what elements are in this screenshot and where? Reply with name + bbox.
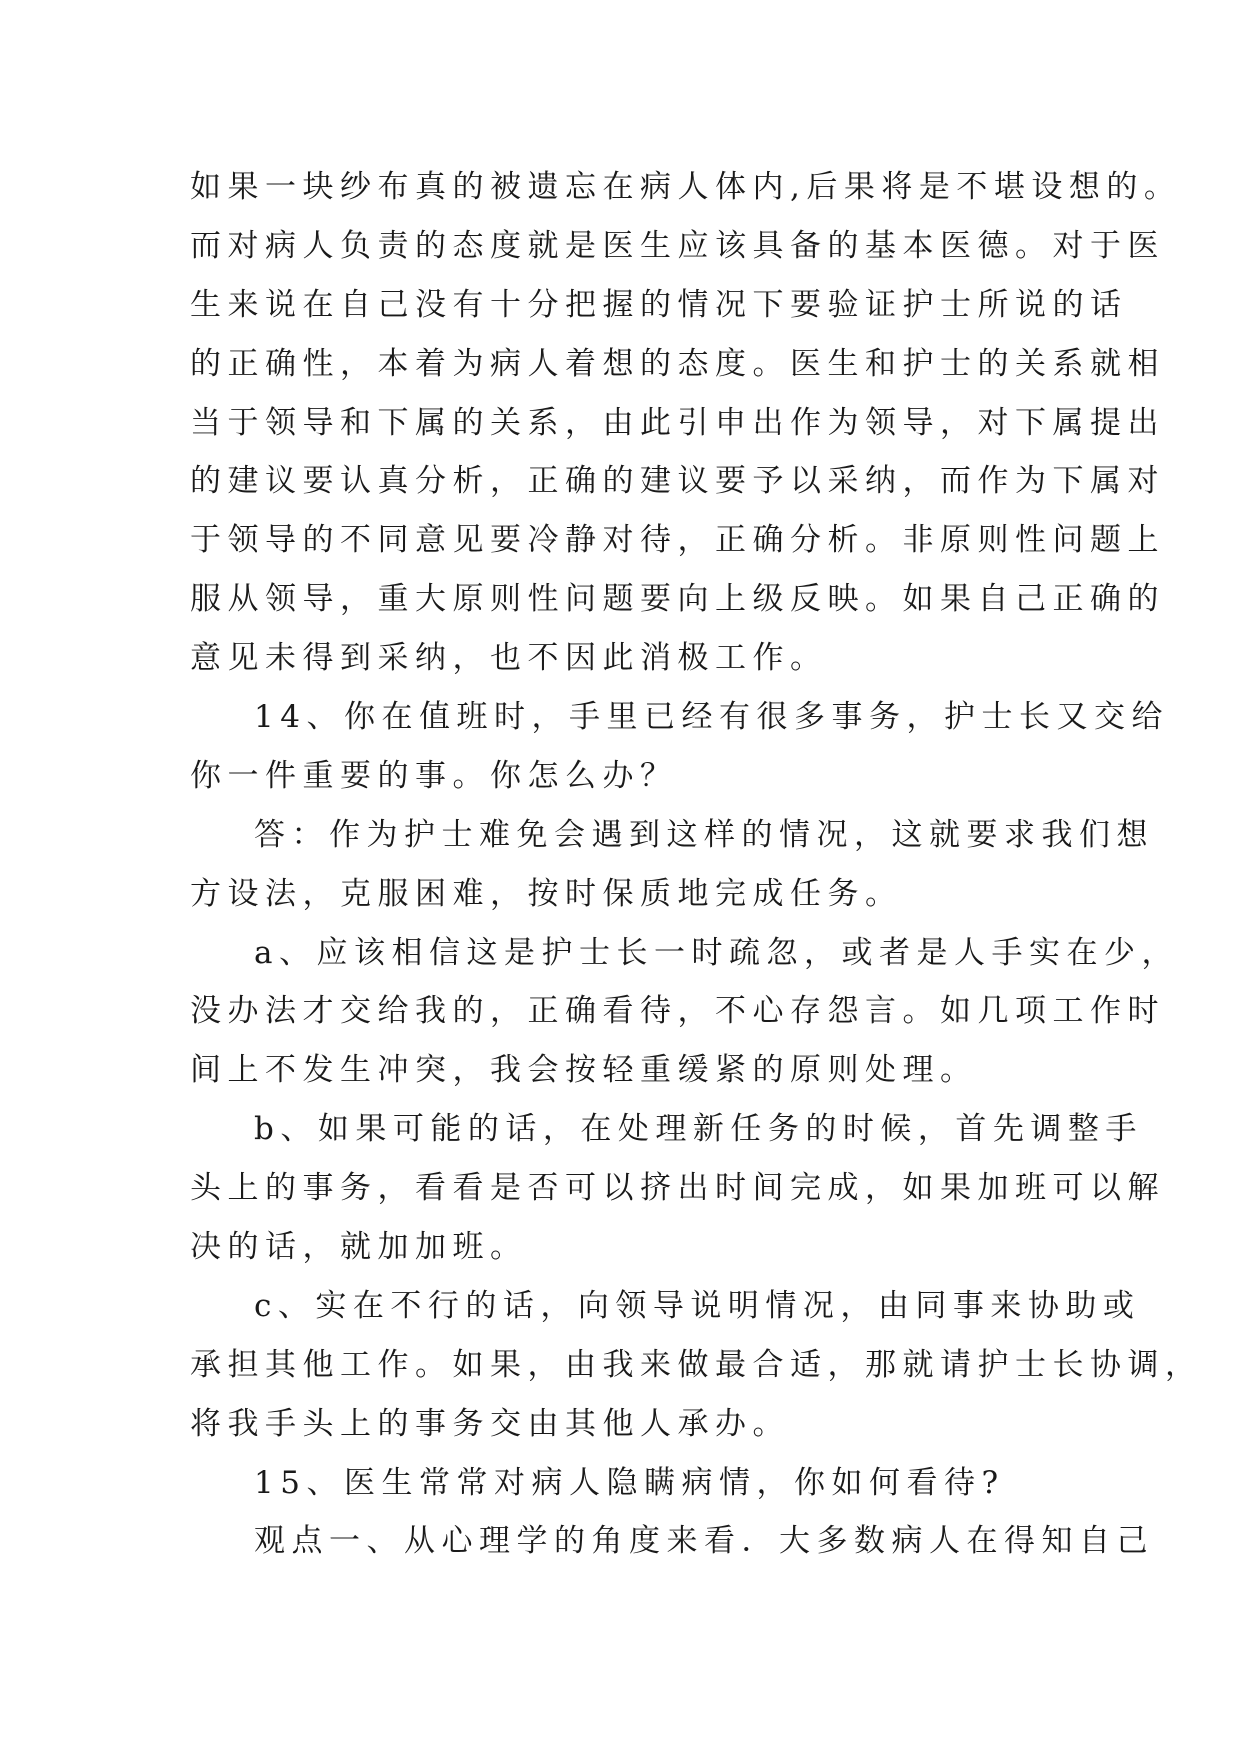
- text-line: 方设法，克服困难，按时保质地完成任务。: [190, 875, 903, 912]
- viewpoint-line: 观点一、从心理学的角度来看．大多数病人在得知自己: [254, 1523, 1154, 1560]
- text-line: 的建议要认真分析，正确的建议要予以采纳，而作为下属对: [190, 463, 1165, 500]
- point-c-line: c、实在不行的话，向领导说明情况，由同事来协助或: [254, 1287, 1141, 1324]
- point-a-line: a、应该相信这是护士长一时疏忽，或者是人手实在少，: [254, 934, 1179, 971]
- text-line: 当于领导和下属的关系，由此引申出作为领导，对下属提出: [190, 404, 1165, 441]
- text-line: 而对病人负责的态度就是医生应该具备的基本医德。对于医: [190, 227, 1165, 264]
- text-line: 意见未得到采纳，也不因此消极工作。: [190, 640, 828, 677]
- text-line: 决的话，就加加班。: [190, 1229, 528, 1266]
- text-line: 你一件重要的事。你怎么办？: [190, 757, 678, 794]
- body-text: [190, 158, 1203, 1571]
- question-14-line: 14、你在值班时，手里已经有很多事务，护士长又交给: [254, 699, 1169, 736]
- question-15-line: 15、医生常常对病人隐瞒病情，你如何看待?: [254, 1464, 1005, 1501]
- text-line: 如果一块纱布真的被遗忘在病人体内,后果将是不堪设想的。: [190, 169, 1182, 205]
- answer-line: 答：作为护士难免会遇到这样的情况，这就要求我们想: [254, 816, 1154, 853]
- text-line: 间上不发生冲突，我会按轻重缓紧的原则处理。: [190, 1052, 978, 1089]
- text-line: 将我手头上的事务交由其他人承办。: [190, 1405, 790, 1442]
- text-line: 服从领导，重大原则性问题要向上级反映。如果自己正确的: [190, 581, 1165, 618]
- text-line: 生来说在自己没有十分把握的情况下要验证护士所说的话: [190, 286, 1128, 323]
- text-line: 于领导的不同意见要冷静对待，正确分析。非原则性问题上: [190, 522, 1165, 559]
- text-line: 没办法才交给我的，正确看待，不心存怨言。如几项工作时: [190, 993, 1165, 1030]
- text-line: 的正确性，本着为病人着想的态度。医生和护士的关系就相: [190, 345, 1165, 382]
- text-line: 承担其他工作。如果，由我来做最合适，那就请护士长协调，: [190, 1346, 1203, 1383]
- text-line: 头上的事务，看看是否可以挤出时间完成，如果加班可以解: [190, 1170, 1165, 1207]
- point-b-line: b、如果可能的话，在处理新任务的时候，首先调整手: [254, 1111, 1143, 1148]
